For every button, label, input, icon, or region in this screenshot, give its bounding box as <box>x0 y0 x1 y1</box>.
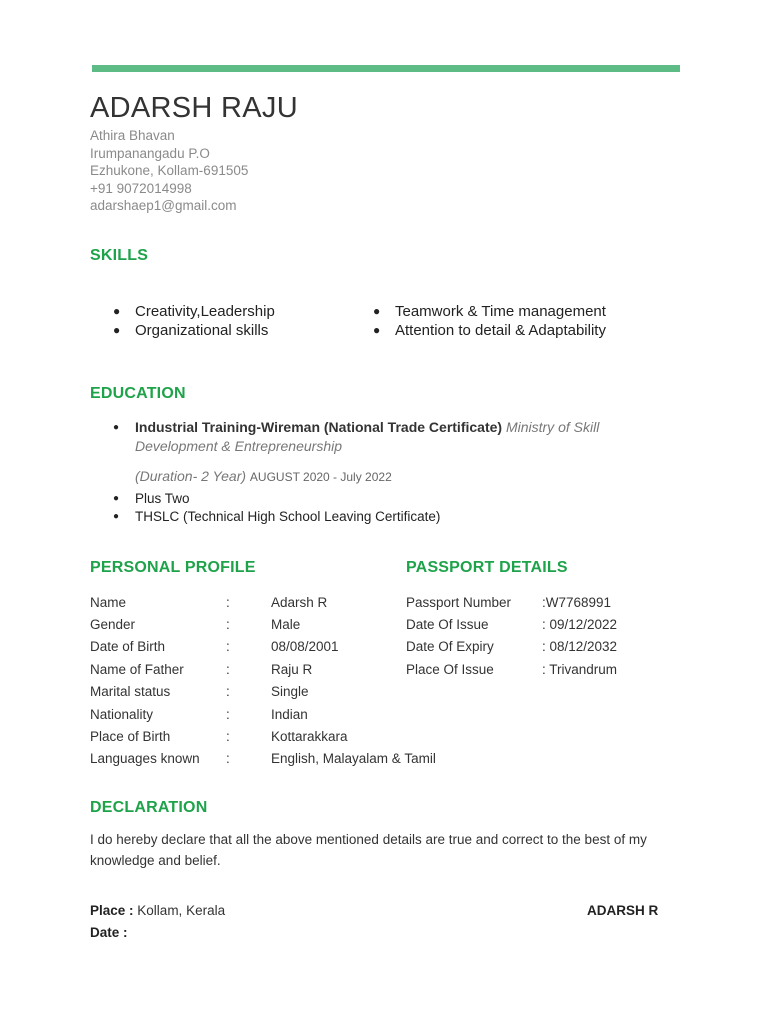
profile-label: Date of Birth <box>90 639 166 655</box>
passport-heading: PASSPORT DETAILS <box>406 559 568 576</box>
passport-value: : 09/12/2022 <box>542 617 618 633</box>
education-item-plus-two: ● Plus Two <box>113 490 673 508</box>
profile-label: Place of Birth <box>90 729 171 745</box>
passport-row <box>406 613 617 635</box>
profile-value: Raju R <box>271 661 313 677</box>
skill-item: ● Organizational skills <box>113 321 275 340</box>
passport-label: Date Of Issue <box>406 617 489 633</box>
profile-value: English, Malayalam & Tamil <box>271 751 436 767</box>
profile-separator: : <box>226 639 230 655</box>
passport-value: : 08/12/2032 <box>542 639 618 655</box>
profile-value: Adarsh R <box>271 594 328 610</box>
profile-separator: : <box>226 594 230 610</box>
training-duration: (Duration- 2 Year) <box>135 468 247 484</box>
profile-label: Name <box>90 594 127 610</box>
date-label: Date : <box>90 925 128 940</box>
declaration-text: I do hereby declare that all the above mentioned details are true and correct to the best of my knowledge and belief. <box>90 832 647 868</box>
education-item-training <box>113 418 673 456</box>
passport-row <box>406 658 617 680</box>
profile-value: Indian <box>271 706 308 722</box>
profile-label: Languages known <box>90 751 200 767</box>
profile-row <box>90 613 436 635</box>
skill-item: ● Creativity,Leadership <box>113 302 275 321</box>
email-address: adarshaep1@gmail.com <box>90 198 237 213</box>
address-line-1: Athira Bhavan <box>90 128 175 143</box>
skills-list-right <box>373 302 606 340</box>
skills-list-left <box>113 302 275 340</box>
profile-label: Gender <box>90 617 136 633</box>
profile-separator: : <box>226 617 230 633</box>
candidate-name: ADARSH RAJU <box>90 92 298 124</box>
training-duration-line <box>135 468 673 484</box>
skill-item: ● Attention to detail & Adaptability <box>373 321 606 340</box>
profile-value: Male <box>271 617 301 633</box>
profile-row <box>90 636 436 658</box>
profile-label: Name of Father <box>90 661 184 677</box>
profile-label: Nationality <box>90 706 154 722</box>
declaration-heading: DECLARATION <box>90 799 208 816</box>
passport-table <box>406 591 617 681</box>
profile-separator: : <box>226 661 230 677</box>
profile-value: 08/08/2001 <box>271 639 339 655</box>
profile-label: Marital status <box>90 684 171 700</box>
profile-row <box>90 681 436 703</box>
profile-value: Kottarakkara <box>271 729 348 745</box>
passport-row <box>406 591 617 613</box>
profile-separator: : <box>226 684 230 700</box>
profile-row <box>90 591 436 613</box>
profile-separator: : <box>226 729 230 745</box>
place-label: Place : <box>90 903 134 918</box>
passport-label: Place Of Issue <box>406 661 494 677</box>
contact-block <box>90 127 248 215</box>
profile-row <box>90 658 436 680</box>
passport-row <box>406 636 617 658</box>
skill-item: ● Teamwork & Time management <box>373 302 606 321</box>
profile-separator: : <box>226 706 230 722</box>
profile-separator: : <box>226 751 230 767</box>
training-dates: AUGUST 2020 - July 2022 <box>249 470 392 484</box>
education-item-thslc: ● THSLC (Technical High School Leaving Certificate) <box>113 508 673 526</box>
address-line-2: Irumpanangadu P.O <box>90 145 210 161</box>
skills-heading: SKILLS <box>90 247 149 264</box>
passport-value: :W7768991 <box>542 594 612 610</box>
place-value: Kollam, Kerala <box>137 903 226 918</box>
address-line-3: Ezhukone, Kollam-691505 <box>90 163 249 178</box>
passport-label: Date Of Expiry <box>406 639 494 655</box>
passport-value: : Trivandrum <box>542 661 618 677</box>
profile-row <box>90 725 436 747</box>
phone-number: +91 9072014998 <box>90 180 192 196</box>
top-accent-bar <box>92 65 680 72</box>
passport-label: Passport Number <box>406 594 512 610</box>
education-section <box>113 418 673 526</box>
profile-row <box>90 703 436 725</box>
profile-value: Single <box>271 684 309 700</box>
training-organization: Ministry of Skill Development & Entrepreneurship <box>135 419 600 454</box>
personal-profile-heading: PERSONAL PROFILE <box>90 559 256 576</box>
training-title: Industrial Training-Wireman (National Trade Certificate) <box>135 419 503 435</box>
profile-row <box>90 748 436 770</box>
signature-name: ADARSH R <box>587 903 659 918</box>
education-heading: EDUCATION <box>90 385 186 402</box>
personal-profile-table <box>90 591 436 770</box>
place-line <box>90 903 225 918</box>
